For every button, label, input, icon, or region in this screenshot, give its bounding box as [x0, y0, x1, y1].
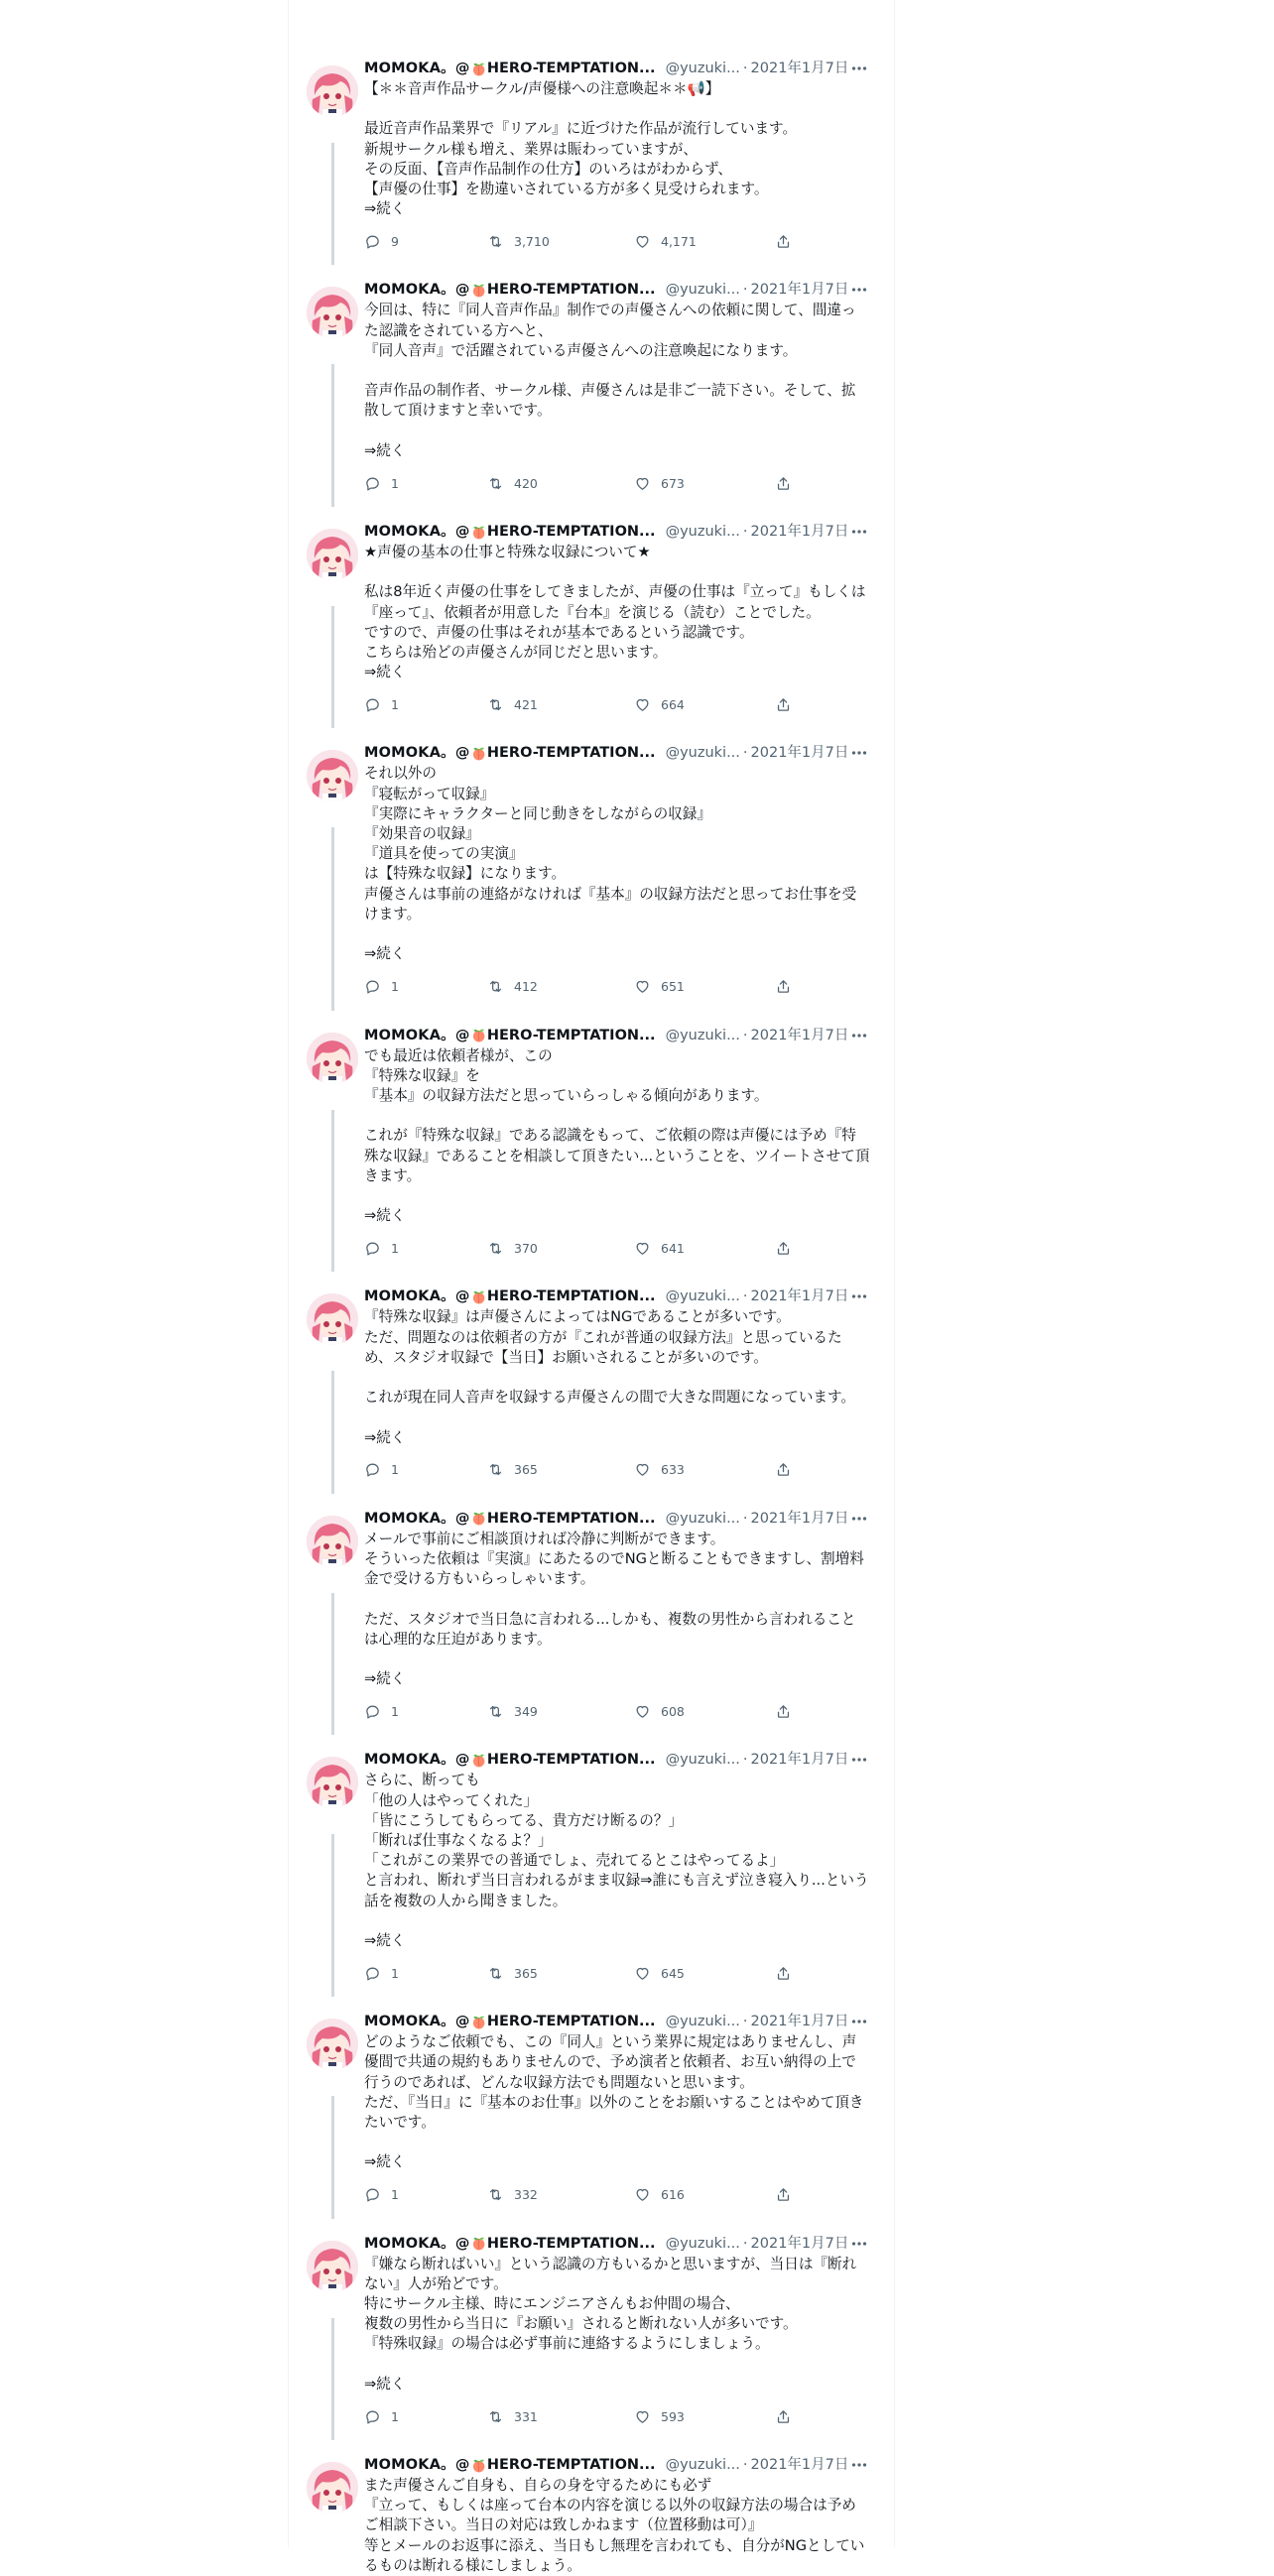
avatar-image	[307, 1516, 358, 1567]
retweet-count: 365	[514, 1965, 538, 1981]
tweet[interactable]	[289, 2231, 894, 2428]
tweet[interactable]	[289, 1747, 894, 1985]
retweet-icon	[487, 2186, 504, 2203]
tweet[interactable]	[289, 277, 894, 495]
retweet-button[interactable]	[487, 1240, 634, 1257]
user-handle[interactable]: @yuzuki...	[665, 745, 740, 762]
display-name[interactable]: MOMOKA。@	[364, 2457, 470, 2474]
tweet-date[interactable]: 2021年1月7日	[750, 282, 849, 299]
thread-connector-line	[331, 364, 334, 507]
user-handle[interactable]: @yuzuki...	[665, 2457, 740, 2474]
display-name[interactable]: MOMOKA。@	[364, 1288, 470, 1305]
reply-button[interactable]	[364, 2186, 487, 2203]
retweet-count: 349	[514, 1703, 538, 1719]
retweet-count: 421	[514, 696, 538, 712]
separator-dot: ·	[742, 745, 748, 762]
thread-connector-line	[331, 1371, 334, 1493]
avatar[interactable]	[307, 1293, 358, 1345]
reply-count: 1	[391, 1240, 399, 1256]
peach-emoji-icon	[471, 282, 486, 299]
reply-button[interactable]	[364, 1240, 487, 1257]
tweet-text: でも最近は依頼者様が、この 『特殊な収録』を 『基本』の収録方法だと思っていらっしゃる傾向があります。 これが『特殊な収録』である認識をもって、ご依頼の際は声優には予め『特殊な収録』であることを相談して頂きたい...ということを、ツイートさせて頂きます。 ⇒続く	[364, 1046, 870, 1225]
like-button[interactable]	[634, 978, 775, 995]
tweet-date[interactable]: 2021年1月7日	[750, 2235, 849, 2252]
reply-button[interactable]	[364, 1461, 487, 1478]
tweet-header	[364, 1284, 870, 1307]
tweet-actions	[364, 1699, 870, 1723]
avatar-image	[307, 529, 358, 580]
tweet-text: 今回は、特に『同人音声作品』制作での声優さんへの依頼に関して、間違った認識をされている方へと、 『同人音声』で活躍されている声優さんへの注意喚起になります。 音声作品の制作者、サークル様、声優さんは是非ご一読下さい。そして、拡散して頂けますと幸いです。 ⇒続く	[364, 302, 856, 459]
tweet-text: さらに、断っても 「他の人はやってくれた」 「皆にこうしてもらってる、貴方だけ断るの？」 「断れば仕事なくなるよ？」 「これがこの業界での普通でしょ、売れてるとこはやってるよ」 と言われ、断れず当日言われるがまま収録⇒誰にも言えず泣き寝入り...という話を複数の人から聞きました。 ⇒続く	[364, 1772, 869, 1949]
peach-emoji-icon	[471, 2457, 486, 2474]
separator-dot: ·	[742, 1752, 748, 1769]
tweet-actions	[364, 1961, 870, 1985]
like-button[interactable]	[634, 1461, 775, 1478]
like-button[interactable]	[634, 475, 775, 492]
avatar-image	[307, 287, 358, 338]
like-count: 608	[661, 1703, 685, 1719]
display-name-suffix[interactable]: HERO-TEMPTATION...	[486, 1027, 656, 1043]
tweet-text: 『特殊な収録』は声優さんによってはNGであることが多いです。 ただ、問題なのは依頼者の方が『これが普通の収録方法』と思っているため、スタジオ収録で【当日】お願いされることが多いのです。 これが現在同人音声を収録する声優さんの間で大きな問題になっています。 ⇒続く	[364, 1308, 856, 1446]
like-count: 593	[661, 2408, 685, 2424]
tweet-header	[364, 740, 870, 764]
avatar[interactable]	[307, 750, 358, 801]
reply-icon	[364, 2186, 381, 2203]
tweet-header	[364, 1506, 870, 1530]
tweet-header	[364, 277, 870, 301]
tweet-actions	[364, 2404, 870, 2428]
peach-emoji-icon	[471, 1752, 486, 1769]
retweet-icon	[487, 233, 504, 250]
heart-icon	[634, 1965, 651, 1982]
share-button[interactable]	[775, 2186, 815, 2203]
share-button[interactable]	[775, 1240, 815, 1257]
reply-count: 1	[391, 2408, 399, 2424]
peach-emoji-icon	[471, 745, 486, 762]
share-button[interactable]	[775, 475, 815, 492]
like-button[interactable]	[634, 1965, 775, 1982]
thread-connector-line	[331, 2096, 334, 2218]
peach-emoji-icon	[471, 1027, 486, 1043]
share-button[interactable]	[775, 233, 815, 250]
like-count: 641	[661, 1240, 685, 1256]
peach-emoji-icon	[471, 61, 486, 77]
avatar-image	[307, 2241, 358, 2292]
display-name[interactable]: MOMOKA。@	[364, 2235, 470, 2252]
tweet[interactable]	[289, 519, 894, 716]
display-name[interactable]: MOMOKA。@	[364, 2014, 470, 2030]
tweet[interactable]	[289, 2452, 894, 2576]
tweet-header	[364, 1747, 870, 1771]
reply-count: 1	[391, 979, 399, 994]
thread-connector-line	[331, 2318, 334, 2440]
like-count: 633	[661, 1462, 685, 1478]
display-name-suffix[interactable]: HERO-TEMPTATION...	[486, 1752, 656, 1769]
share-icon	[775, 233, 792, 250]
heart-icon	[634, 475, 651, 492]
more-options-icon[interactable]	[848, 1748, 870, 1772]
thread-connector-line	[331, 1110, 334, 1273]
share-button[interactable]	[775, 1461, 815, 1478]
tweet-header	[364, 2009, 870, 2032]
retweet-button[interactable]	[487, 475, 634, 492]
retweet-button[interactable]	[487, 1461, 634, 1478]
heart-icon	[634, 1240, 651, 1257]
share-icon	[775, 2408, 792, 2425]
heart-icon	[634, 978, 651, 995]
share-icon	[775, 978, 792, 995]
heart-icon	[634, 233, 651, 250]
more-options-icon[interactable]	[848, 1507, 870, 1531]
share-icon	[775, 1703, 792, 1720]
retweet-button[interactable]	[487, 1965, 634, 1982]
reply-count: 1	[391, 2187, 399, 2203]
user-handle[interactable]: @yuzuki...	[665, 1510, 740, 1527]
tweet[interactable]	[289, 56, 894, 253]
user-handle[interactable]: @yuzuki...	[665, 524, 740, 541]
reply-button[interactable]	[364, 1703, 487, 1720]
reply-icon	[364, 696, 381, 713]
more-options-icon[interactable]	[848, 1285, 870, 1308]
tweet-text: 【＊＊音声作品サークル/声優様への注意喚起＊＊📢】 最近音声作品業界で『リアル』に近づけた作品が流行しています。 新規サークル様も増え、業界は賑わっていますが、 その反面、【音声作品制作の仕方】のいろはがわからず、 【声優の仕事】を勘違いされている方が多く見受けられます。 ⇒続く	[364, 80, 798, 218]
more-options-icon[interactable]	[848, 520, 870, 544]
user-handle[interactable]: @yuzuki...	[665, 282, 740, 299]
retweet-icon	[487, 1240, 504, 1257]
user-handle[interactable]: @yuzuki...	[665, 2235, 740, 2252]
thread-connector-line	[331, 143, 334, 265]
display-name-suffix[interactable]: HERO-TEMPTATION...	[486, 2014, 656, 2030]
reply-count: 1	[391, 1462, 399, 1478]
like-count: 645	[661, 1965, 685, 1981]
display-name-suffix[interactable]: HERO-TEMPTATION...	[486, 745, 656, 762]
reply-icon	[364, 1703, 381, 1720]
reply-count: 1	[391, 1703, 399, 1719]
display-name[interactable]: MOMOKA。@	[364, 1027, 470, 1043]
tweet-date[interactable]: 2021年1月7日	[750, 1288, 849, 1305]
more-options-icon[interactable]	[848, 278, 870, 302]
heart-icon	[634, 2408, 651, 2425]
avatar[interactable]	[307, 1033, 358, 1084]
tweet-date[interactable]: 2021年1月7日	[750, 2014, 849, 2030]
tweet-actions	[364, 229, 870, 253]
retweet-icon	[487, 475, 504, 492]
display-name-suffix[interactable]: HERO-TEMPTATION...	[486, 61, 656, 76]
avatar-image	[307, 1293, 358, 1345]
reply-icon	[364, 233, 381, 250]
thread-connector-line	[331, 1834, 334, 1997]
tweet[interactable]	[289, 1506, 894, 1724]
retweet-button[interactable]	[487, 696, 634, 713]
share-icon	[775, 475, 792, 492]
display-name-suffix[interactable]: HERO-TEMPTATION...	[486, 1510, 656, 1527]
separator-dot: ·	[742, 524, 748, 541]
like-button[interactable]	[634, 2408, 775, 2425]
tweet-date[interactable]: 2021年1月7日	[750, 524, 849, 541]
tweet[interactable]	[289, 740, 894, 998]
like-count: 664	[661, 696, 685, 712]
like-button[interactable]	[634, 233, 775, 250]
user-handle[interactable]: @yuzuki...	[665, 61, 740, 76]
tweet[interactable]	[289, 1284, 894, 1481]
tweet-date[interactable]: 2021年1月7日	[750, 1752, 849, 1769]
peach-emoji-icon	[471, 1510, 486, 1527]
more-options-icon[interactable]	[848, 741, 870, 765]
tweet-date[interactable]: 2021年1月7日	[750, 61, 849, 76]
more-options-icon[interactable]	[848, 2232, 870, 2256]
tweet-date[interactable]: 2021年1月7日	[750, 1027, 849, 1043]
reply-icon	[364, 1240, 381, 1257]
display-name[interactable]: MOMOKA。@	[364, 61, 470, 76]
share-icon	[775, 1965, 792, 1982]
thread-connector-line	[331, 1593, 334, 1736]
share-button[interactable]	[775, 2408, 815, 2425]
more-options-icon[interactable]	[848, 1024, 870, 1047]
like-button[interactable]	[634, 696, 775, 713]
display-name-suffix[interactable]: HERO-TEMPTATION...	[486, 282, 656, 299]
peach-emoji-icon	[471, 1288, 486, 1305]
tweet[interactable]	[289, 2009, 894, 2206]
reply-count: 1	[391, 1965, 399, 1981]
like-button[interactable]	[634, 1703, 775, 1720]
share-button[interactable]	[775, 1703, 815, 1720]
retweet-icon	[487, 2408, 504, 2425]
more-options-icon[interactable]	[848, 2010, 870, 2033]
reply-button[interactable]	[364, 1965, 487, 1982]
retweet-icon	[487, 1965, 504, 1982]
display-name[interactable]: MOMOKA。@	[364, 282, 470, 299]
like-count: 4,171	[661, 233, 697, 249]
retweet-icon	[487, 1461, 504, 1478]
retweet-count: 370	[514, 1240, 538, 1256]
reply-icon	[364, 2408, 381, 2425]
tweet[interactable]	[289, 1023, 894, 1261]
tweet-actions	[364, 975, 870, 999]
avatar-image	[307, 1757, 358, 1808]
avatar[interactable]	[307, 2462, 358, 2514]
retweet-button[interactable]	[487, 978, 634, 995]
avatar[interactable]	[307, 1516, 358, 1567]
share-icon	[775, 2186, 792, 2203]
display-name[interactable]: MOMOKA。@	[364, 1510, 470, 1527]
heart-icon	[634, 696, 651, 713]
separator-dot: ·	[742, 282, 748, 299]
like-button[interactable]	[634, 1240, 775, 1257]
like-count: 616	[661, 2187, 685, 2203]
like-count: 651	[661, 979, 685, 994]
retweet-count: 412	[514, 979, 538, 994]
tweet-header	[364, 56, 870, 79]
like-button[interactable]	[634, 2186, 775, 2203]
tweet-text: また声優さんご自身も、自らの身を守るためにも必ず 『立って、もしくは座って台本の内容を演じる以外の収録方法の場合は予めご相談下さい。当日の対応は致しかねます（位置移動は可）』 等とメールのお返事に添え、当日もし無理を言われても、自分がNGとしているものは断れる様にしましょう。	[364, 2477, 865, 2574]
separator-dot: ·	[742, 1510, 748, 1527]
retweet-button[interactable]	[487, 1703, 634, 1720]
tweet-actions	[364, 692, 870, 716]
avatar[interactable]	[307, 2241, 358, 2292]
heart-icon	[634, 1461, 651, 1478]
display-name-suffix[interactable]: HERO-TEMPTATION...	[486, 524, 656, 541]
user-handle[interactable]: @yuzuki...	[665, 2014, 740, 2030]
display-name-suffix[interactable]: HERO-TEMPTATION...	[486, 2235, 656, 2252]
avatar[interactable]	[307, 1757, 358, 1808]
avatar[interactable]	[307, 65, 358, 117]
tweet-actions	[364, 1458, 870, 1482]
separator-dot: ·	[742, 2235, 748, 2252]
tweet-text: それ以外の 『寝転がって収録』 『実際にキャラクターと同じ動きをしながらの収録』 『効果音の収録』 『道具を使っての実演』 は【特殊な収録】になります。 声優さんは事前の連絡がなければ『基本』の収録方法だと思ってお仕事を受けます。 ⇒続く	[364, 765, 857, 963]
share-button[interactable]	[775, 1965, 815, 1982]
avatar[interactable]	[307, 287, 358, 338]
peach-emoji-icon	[471, 524, 486, 541]
user-handle[interactable]: @yuzuki...	[665, 1752, 740, 1769]
reply-icon	[364, 978, 381, 995]
retweet-button[interactable]	[487, 2408, 634, 2425]
share-icon	[775, 1240, 792, 1257]
avatar[interactable]	[307, 2019, 358, 2070]
user-handle[interactable]: @yuzuki...	[665, 1027, 740, 1043]
share-button[interactable]	[775, 696, 815, 713]
separator-dot: ·	[742, 1027, 748, 1043]
avatar-image	[307, 2019, 358, 2070]
peach-emoji-icon	[471, 2014, 486, 2030]
avatar[interactable]	[307, 529, 358, 580]
avatar-image	[307, 750, 358, 801]
display-name-suffix[interactable]: HERO-TEMPTATION...	[486, 1288, 656, 1305]
tweet-header	[364, 2452, 870, 2476]
more-options-icon[interactable]	[848, 2453, 870, 2477]
reply-button[interactable]	[364, 696, 487, 713]
thread-connector-line	[331, 606, 334, 728]
tweet-text: 『嫌なら断ればいい』という認識の方もいるかと思いますが、当日は『断れない』人が殆どです。 特にサークル主様、時にエンジニアさんもお仲間の場合、 複数の男性から当日に『お願い』されると断れない人が多いです。 『特殊収録』の場合は必ず事前に連絡するようにしましょう。 ⇒続く	[364, 2255, 857, 2392]
retweet-button[interactable]	[487, 233, 634, 250]
reply-count: 1	[391, 475, 399, 491]
tweet-date[interactable]: 2021年1月7日	[750, 745, 849, 762]
tweet-text: どのようなご依頼でも、この『同人』という業界に規定はありませんし、声優間で共通の規約もありませんので、予め演者と依頼者、お互い納得の上で行うのであれば、どんな収録方法でも問題ないと思います。 ただ、『当日』に『基本のお仕事』以外のことをお願いすることはやめて頂きたいです。 ⇒続く	[364, 2033, 864, 2171]
display-name[interactable]: MOMOKA。@	[364, 745, 470, 762]
separator-dot: ·	[742, 2457, 748, 2474]
more-options-icon[interactable]	[848, 57, 870, 80]
tweet-text: ★声優の基本の仕事と特殊な収録について★ 私は8年近く声優の仕事をしてきましたが、声優の仕事は『立って』もしくは『座って』、依頼者が用意した『台本』を演じる（読む）ことでした。 ですので、声優の仕事はそれが基本であるという認識です。 こちらは殆どの声優さんが同じだと思います。 ⇒続く	[364, 544, 866, 681]
retweet-count: 332	[514, 2187, 538, 2203]
tweet-date[interactable]: 2021年1月7日	[750, 1510, 849, 1527]
heart-icon	[634, 1703, 651, 1720]
tweet-text: メールで事前にご相談頂ければ冷静に判断ができます。 そういった依頼は『実演』にあたるのでNGと断ることもできますし、割増料金で受ける方もいらっしゃいます。 ただ、スタジオで当日急に言われる...しかも、複数の男性から言われることは心理的な圧迫があります。 ⇒続く	[364, 1530, 864, 1688]
tweet-header	[364, 2231, 870, 2255]
user-handle[interactable]: @yuzuki...	[665, 1288, 740, 1305]
retweet-icon	[487, 696, 504, 713]
tweet-actions	[364, 2183, 870, 2207]
reply-button[interactable]	[364, 475, 487, 492]
avatar-image	[307, 1033, 358, 1084]
reply-count: 9	[391, 233, 399, 249]
reply-icon	[364, 1461, 381, 1478]
tweet-header	[364, 1023, 870, 1046]
tweet-date[interactable]: 2021年1月7日	[750, 2457, 849, 2474]
retweet-count: 3,710	[514, 233, 550, 249]
display-name[interactable]: MOMOKA。@	[364, 524, 470, 541]
retweet-count: 420	[514, 475, 538, 491]
tweet-actions	[364, 1236, 870, 1260]
share-icon	[775, 1461, 792, 1478]
reply-icon	[364, 1965, 381, 1982]
heart-icon	[634, 2186, 651, 2203]
avatar-image	[307, 2462, 358, 2514]
reply-count: 1	[391, 696, 399, 712]
peach-emoji-icon	[471, 2235, 486, 2252]
display-name[interactable]: MOMOKA。@	[364, 1752, 470, 1769]
retweet-count: 365	[514, 1462, 538, 1478]
avatar-image	[307, 65, 358, 117]
reply-icon	[364, 475, 381, 492]
timeline-column	[288, 0, 895, 2574]
like-count: 673	[661, 475, 685, 491]
separator-dot: ·	[742, 2014, 748, 2030]
display-name-suffix[interactable]: HERO-TEMPTATION...	[486, 2457, 656, 2474]
thread-connector-line	[331, 827, 334, 1010]
share-button[interactable]	[775, 978, 815, 995]
reply-button[interactable]	[364, 233, 487, 250]
reply-button[interactable]	[364, 2408, 487, 2425]
reply-button[interactable]	[364, 978, 487, 995]
share-icon	[775, 696, 792, 713]
retweet-button[interactable]	[487, 2186, 634, 2203]
separator-dot: ·	[742, 61, 748, 76]
tweet-actions	[364, 471, 870, 495]
retweet-count: 331	[514, 2408, 538, 2424]
retweet-icon	[487, 978, 504, 995]
retweet-icon	[487, 1703, 504, 1720]
separator-dot: ·	[742, 1288, 748, 1305]
tweet-header	[364, 519, 870, 543]
